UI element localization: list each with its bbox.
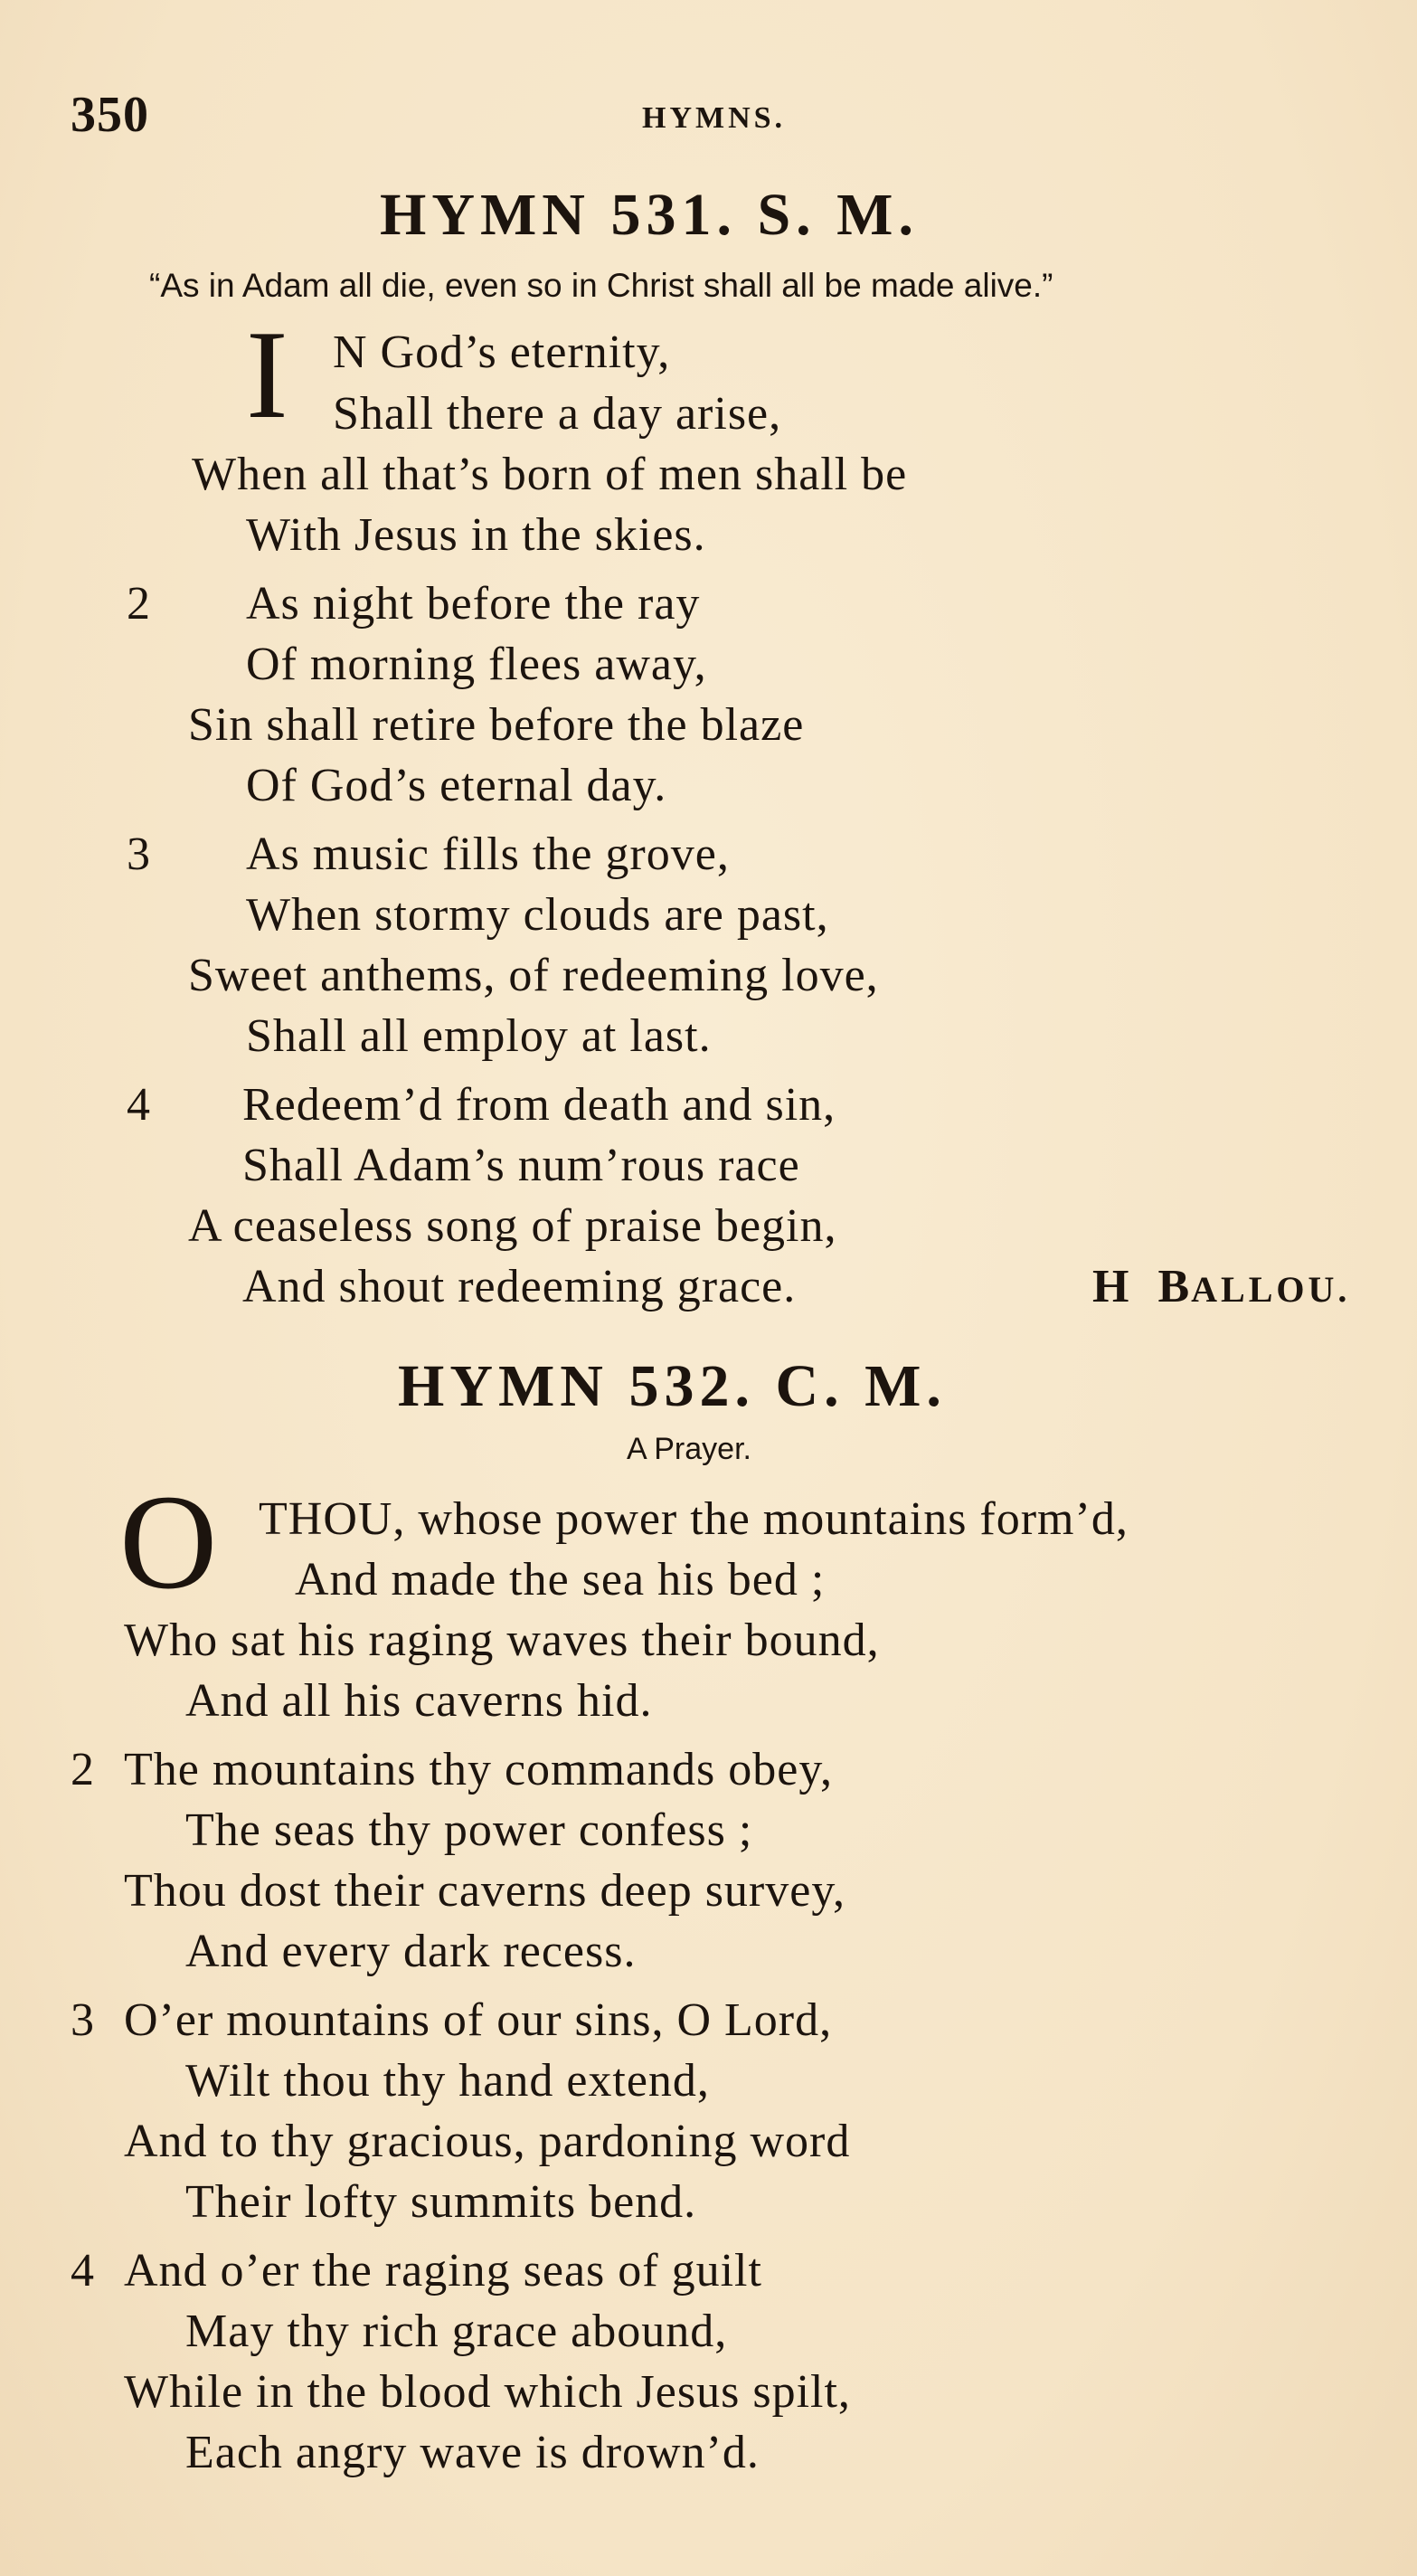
verse-line: Of morning flees away, (246, 639, 707, 690)
verse-number: 2 (71, 1744, 94, 1795)
verse-line: Redeem’d from death and sin, (242, 1079, 836, 1131)
verse-line: While in the blood which Jesus spilt, (124, 2366, 851, 2418)
verse-line: Shall all employ at last. (246, 1010, 712, 1062)
verse-line: Sweet anthems, of redeeming love, (188, 950, 879, 1001)
verse-line: Of God’s eternal day. (246, 760, 667, 811)
author-surname-initial: B (1157, 1261, 1192, 1312)
verse-line: And o’er the raging seas of guilt (124, 2245, 762, 2297)
verse-number: 3 (127, 829, 150, 880)
verse-line: Wilt thou thy hand extend, (185, 2055, 710, 2107)
verse-line: And every dark recess. (185, 1926, 637, 1977)
verse-line: Thou dost their caverns deep survey, (124, 1865, 845, 1917)
verse-line: A ceaseless song of praise begin, (188, 1200, 837, 1252)
running-title: HYMNS. (642, 101, 787, 135)
verse-line: O’er mountains of our sins, O Lord, (124, 1994, 833, 2046)
verse-line: When stormy clouds are past, (246, 889, 829, 941)
verse-line: And shout redeeming grace. (242, 1261, 797, 1312)
hymn-532-title: HYMN 532. C. M. (398, 1353, 947, 1419)
hymn-532-subtitle: A Prayer. (627, 1432, 751, 1466)
verse-line: Shall Adam’s num’rous race (242, 1140, 800, 1191)
hymn-531-author (1092, 1260, 1350, 1313)
hymn-532-drop-cap: O (119, 1467, 218, 1617)
verse-line: Their lofty summits bend. (185, 2176, 697, 2228)
verse-line: THOU, whose power the mountains form’d, (259, 1493, 1129, 1545)
verse-number: 4 (71, 2245, 94, 2297)
author-initial: H (1092, 1261, 1131, 1312)
verse-line: Each angry wave is drown’d. (185, 2427, 760, 2478)
verse-line: Sin shall retire before the blaze (188, 699, 805, 751)
verse-line: And all his caverns hid. (185, 1675, 653, 1727)
verse-number: 4 (127, 1079, 150, 1131)
verse-line: When all that’s born of men shall be (192, 449, 908, 500)
verse-line: And made the sea his bed ; (295, 1554, 826, 1605)
verse-line: May thy rich grace abound, (185, 2306, 728, 2357)
verse-line: And to thy gracious, pardoning word (124, 2116, 851, 2167)
verse-line: The seas thy power confess ; (185, 1804, 753, 1856)
hymn-531-title: HYMN 531. S. M. (380, 182, 919, 248)
verse-line: The mountains thy commands obey, (124, 1744, 833, 1795)
hymn-531-epigraph: “As in Adam all die, even so in Christ shall all be made alive.” (149, 267, 1053, 304)
hymn-531-drop-cap: I (246, 305, 288, 445)
verse-line: As music fills the grove, (246, 829, 730, 880)
verse-line: With Jesus in the skies. (246, 509, 706, 561)
verse-line: As night before the ray (246, 578, 701, 630)
verse-number: 2 (127, 578, 150, 630)
verse-line: Who sat his raging waves their bound, (124, 1615, 880, 1666)
verse-line: Shall there a day arise, (333, 388, 782, 440)
verse-number: 3 (71, 1994, 94, 2046)
author-surname-rest: ALLOU. (1191, 1269, 1351, 1310)
page-number: 350 (71, 87, 149, 143)
verse-line: N God’s eternity, (333, 327, 671, 378)
